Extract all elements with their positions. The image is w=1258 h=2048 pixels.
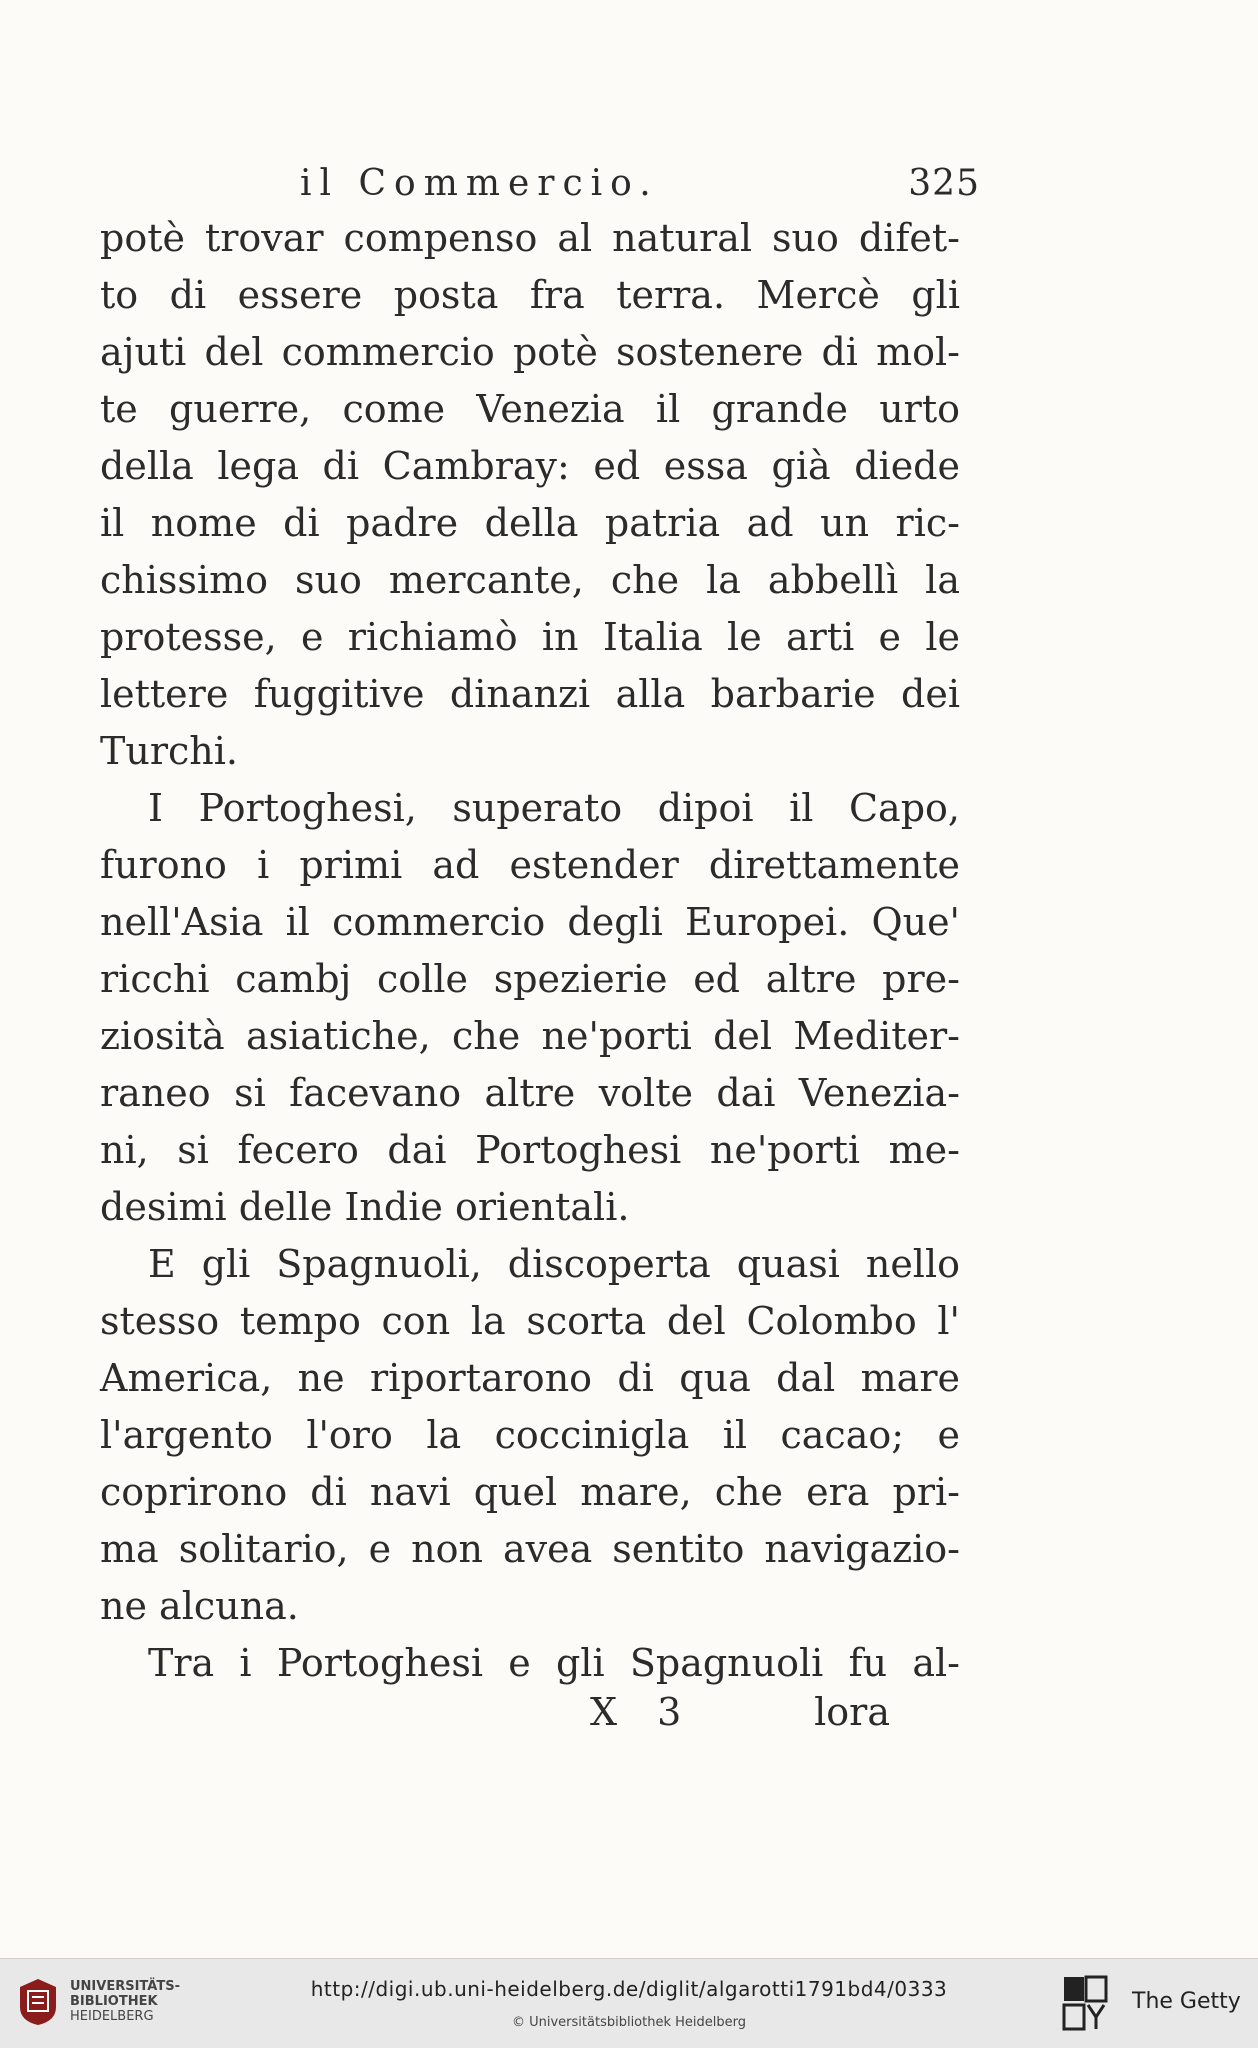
text-line: te guerre, come Venezia il grande urto: [100, 387, 960, 431]
text-line: chissimo suo mercante, che la abbellì la: [100, 558, 960, 602]
body-text: [100, 210, 960, 1692]
getty-logo-icon: [1062, 1975, 1108, 2031]
page-number: 325: [908, 163, 980, 204]
text-line: I Portoghesi, superato dipoi il Capo,: [148, 786, 960, 830]
text-line: lettere fuggitive dinanzi alla barbarie dei: [100, 672, 960, 716]
text-line: coprirono di navi quel mare, che era pri-: [100, 1470, 960, 1514]
text-line: E gli Spagnuoli, discoperta quasi nello: [148, 1242, 960, 1286]
text-line: l'argento l'oro la coccinigla il cacao; e: [100, 1413, 960, 1457]
text-line: furono i primi ad estender direttamente: [100, 843, 960, 887]
text-line: ne alcuna.: [100, 1584, 299, 1628]
copyright-notice: © Universitätsbibliothek Heidelberg: [511, 2015, 746, 2030]
text-line: della lega di Cambray: ed essa già diede: [100, 444, 960, 488]
catchline: [560, 1690, 920, 1750]
catchword: lora: [814, 1690, 890, 1734]
signature-mark: X 3: [590, 1690, 696, 1734]
text-line: ajuti del commercio potè sostenere di mol-: [100, 330, 960, 374]
text-line: raneo si facevano altre volte dai Venezia-: [100, 1071, 960, 1115]
text-line: Tra i Portoghesi e gli Spagnuoli fu al-: [148, 1641, 960, 1685]
text-line: America, ne riportarono di qua dal mare: [100, 1356, 960, 1400]
text-line: il nome di padre della patria ad un ric-: [100, 501, 960, 545]
library-name: UNIVERSITÄTS- BIBLIOTHEK HEIDELBERG: [70, 1979, 180, 2024]
text-line: ma solitario, e non avea sentito navigazio-: [100, 1527, 960, 1571]
running-title: il Commercio.: [300, 163, 659, 204]
text-line: ni, si fecero dai Portoghesi ne'porti me-: [100, 1128, 960, 1172]
text-line: potè trovar compenso al natural suo difet-: [100, 216, 960, 260]
text-line: Turchi.: [100, 729, 238, 773]
text-line: ziosità asiatiche, che ne'porti del Mediter-: [100, 1014, 960, 1058]
text-line: protesse, e richiamò in Italia le arti e le: [100, 615, 960, 659]
running-header: [300, 163, 980, 213]
text-line: stesso tempo con la scorta del Colombo l': [100, 1299, 960, 1343]
text-line: to di essere posta fra terra. Mercè gli: [100, 273, 960, 317]
text-line: desimi delle Indie orientali.: [100, 1185, 630, 1229]
permalink-url[interactable]: http://digi.ub.uni-heidelberg.de/diglit/algarotti1791bd4/0333: [310, 1977, 948, 2001]
text-line: nell'Asia il commercio degli Europei. Que': [100, 900, 960, 944]
viewer-footer: [0, 1958, 1258, 2048]
partner-name: The Getty: [1132, 1989, 1241, 2014]
text-line: ricchi cambj colle spezierie ed altre pre-: [100, 957, 960, 1001]
